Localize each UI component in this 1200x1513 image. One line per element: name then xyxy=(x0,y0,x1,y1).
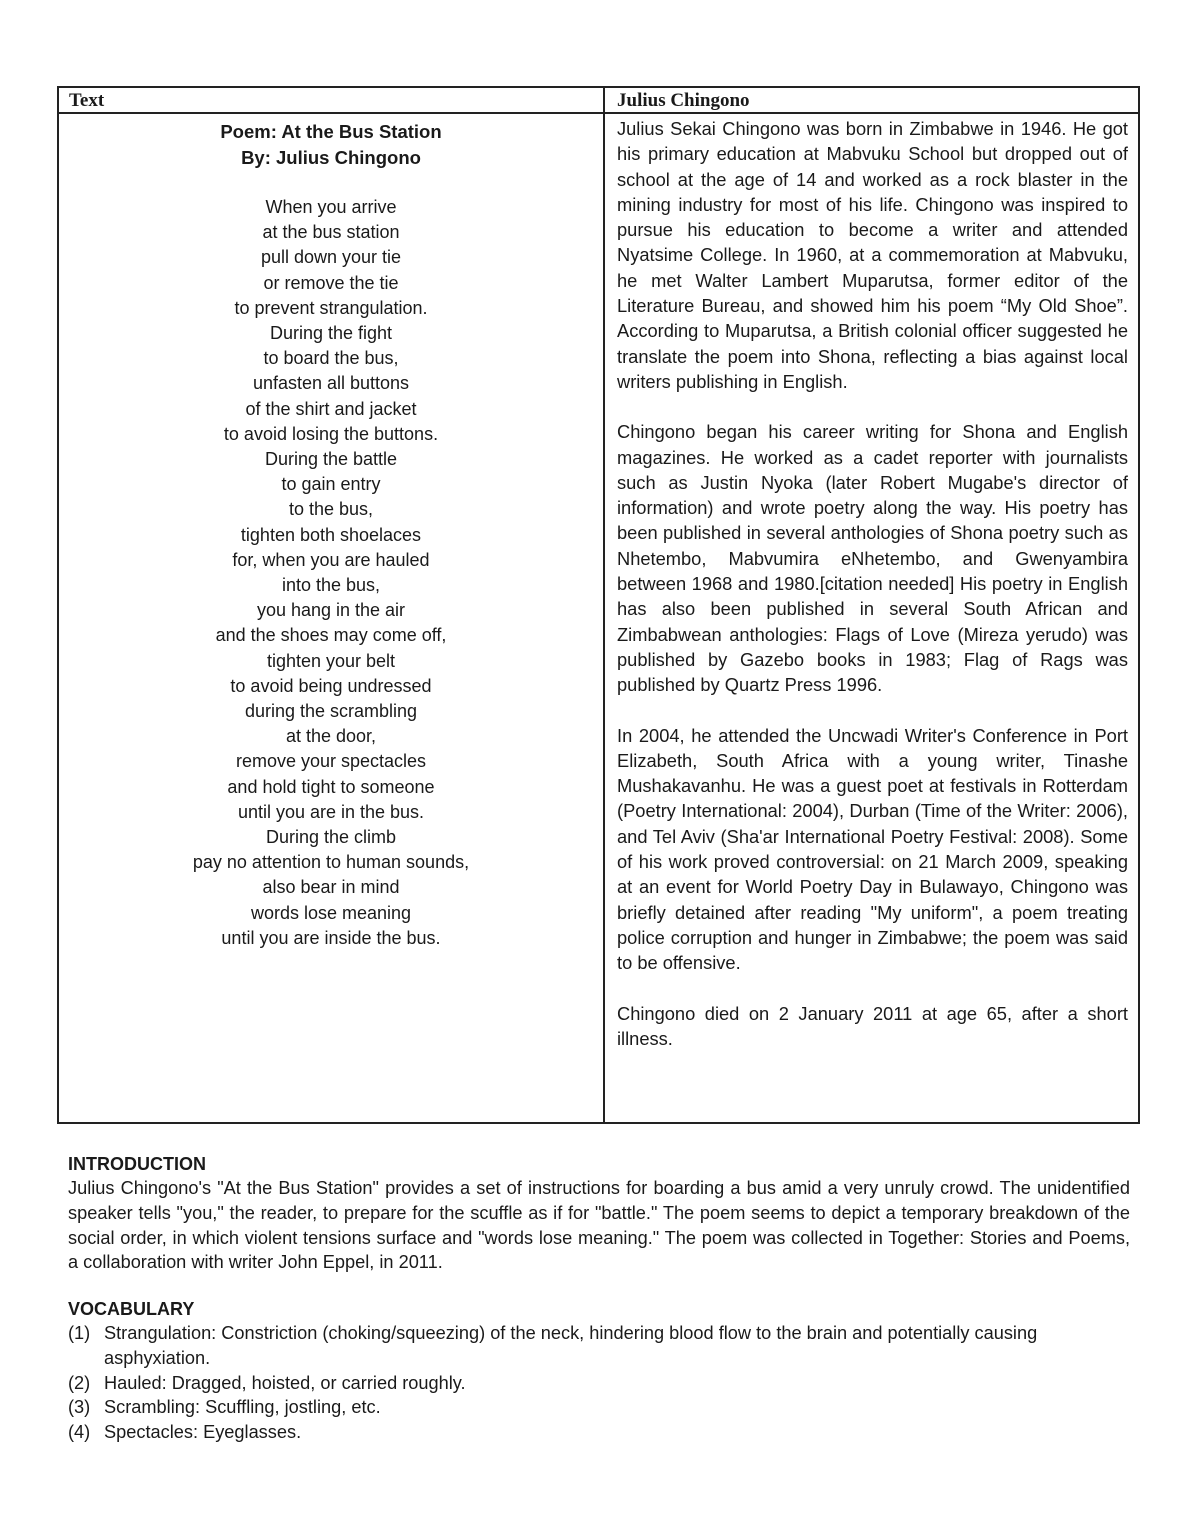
poem-line: During the fight xyxy=(269,323,393,344)
vocab-number: (1) xyxy=(68,1323,91,1343)
poem-line: during the scrambling xyxy=(244,701,418,722)
poem-byline: By: Julius Chingono xyxy=(241,146,421,168)
vocab-definition: Scrambling: Scuffling, jostling, etc. xyxy=(104,1397,381,1418)
poem-line: to avoid being undressed xyxy=(230,675,432,696)
list-item xyxy=(68,1371,1130,1396)
poem-title: Poem: At the Bus Station xyxy=(220,121,442,142)
poem-line: and the shoes may come off, xyxy=(215,625,447,646)
introduction-section xyxy=(68,1152,1130,1275)
poem-line: or remove the tie xyxy=(263,272,399,293)
poem-line: When you arrive xyxy=(265,197,397,217)
poem-line: at the door, xyxy=(285,726,377,747)
vocab-number: (2) xyxy=(68,1372,91,1393)
vocab-definition: Hauled: Dragged, hoisted, or carried roughly. xyxy=(104,1372,466,1393)
poem-line: remove your spectacles xyxy=(235,751,427,772)
table-header-text: Text xyxy=(58,87,604,113)
poem-line: to board the bus, xyxy=(263,348,399,369)
bio-paragraph: Julius Sekai Chingono was born in Zimbabwe in 1946. He got his primary education at Mabvuku School but dropped out of school at the age of 14 and worked as a rock blaster in the mining industry for most of his life. Chingono was inspired to pursue his education to become a writer and attended Nyatsime College. In 1960, at a commemoration at Mabvuku, he met Walter Lambert Muparutsa, former editor of the Literature Bureau, and showed him his poem “My Old Shoe”. According to Muparutsa, a British colonial officer suggested he translate the poem into Shona, reflecting a bias against local writers publishing in English. xyxy=(617,118,1128,392)
vocabulary-section xyxy=(68,1297,1130,1445)
table-header-row xyxy=(58,87,1139,113)
poem-line: of the shirt and jacket xyxy=(245,398,417,419)
vocabulary-list xyxy=(68,1321,1130,1445)
poem-line: into the bus, xyxy=(281,575,381,596)
poem-line: for, when you are hauled xyxy=(232,549,430,570)
bio-cell xyxy=(604,113,1139,1123)
poem-line: until you are inside the bus. xyxy=(221,927,441,948)
poem-line: to avoid losing the buttons. xyxy=(223,423,439,444)
bio-paragraph: In 2004, he attended the Uncwadi Writer's Conference in Port Elizabeth, South Africa with a young writer, Tinashe Mushakavanhu. He was a guest poet at festivals in Rotterdam (Poetry International: 2004), Durban (Time of the Writer: 2006), and Tel Aviv (Sha'ar International Poetry Festival: 2008). Some of his work proved controversial: on 21 March 2009, speaking at an event for World Poetry Day in Bulawayo, Chingono was briefly detained after reading "My uniform", a poem treating police corruption and hunger in Zimbabwe; the poem was said to be offensive. xyxy=(617,724,1128,974)
vocab-definition: Strangulation: Constriction (choking/squeezing) of the neck, hindering blood flow to the brain and potentially causing asphyxiation. xyxy=(104,1323,1038,1368)
table-body-row xyxy=(58,113,1139,1123)
poem-line: tighten your belt xyxy=(266,650,396,671)
poem-line: also bear in mind xyxy=(262,877,400,898)
vocab-definition: Spectacles: Eyeglasses. xyxy=(104,1422,302,1443)
introduction-title: INTRODUCTION xyxy=(68,1154,206,1174)
introduction-text: Julius Chingono's "At the Bus Station" provides a set of instructions for boarding a bus amid a very unruly crowd. The unidentified speaker tells "you," the reader, to prepare for the scuffle as if for "battle." The poem seems to depict a temporary breakdown of the social order, in which violent tensions surface and "words lose meaning." The poem was collected in Together: Stories and Poems, a collaboration with writer John Eppel, in 2011. xyxy=(68,1178,1130,1273)
list-item xyxy=(68,1420,1130,1445)
list-item xyxy=(68,1395,1130,1420)
poem-line: until you are in the bus. xyxy=(237,801,425,822)
bio-paragraph: Chingono began his career writing for Shona and English magazines. He worked as a cadet reporter with journalists such as Justin Nyoka (later Robert Mugabe's director of information) and wrote poetry along the way. His poetry has been published in several anthologies of Shona poetry such as Nhetembo, Mabvumira eNhetembo, and Gwenyambira between 1968 and 1980.[citation needed] His poetry in English has also been published in several South African and Zimbabwean anthologies: Flags of Love (Mireza yerudo) was published by Gazebo books in 1983; Flag of Rags was published by Quartz Press 1996. xyxy=(617,421,1128,696)
vocab-number: (4) xyxy=(68,1422,91,1443)
poem-line: unfasten all buttons xyxy=(252,373,410,394)
poem-line: pull down your tie xyxy=(260,247,402,268)
poem-spacer xyxy=(59,170,603,195)
poem-bio-table xyxy=(57,86,1140,1124)
poem-line: tighten both shoelaces xyxy=(240,524,422,545)
poem-cell xyxy=(58,113,604,1123)
poem-line: pay no attention to human sounds, xyxy=(192,852,470,873)
vocab-number: (3) xyxy=(68,1397,91,1418)
poem-line: to the bus, xyxy=(288,499,374,520)
table-header-author: Julius Chingono xyxy=(604,87,1139,113)
poem-line: During the climb xyxy=(265,827,397,848)
poem-line: During the battle xyxy=(264,449,398,470)
list-item xyxy=(68,1321,1130,1371)
poem-line: to prevent strangulation. xyxy=(234,297,428,318)
poem-line: words lose meaning xyxy=(250,902,412,923)
vocabulary-title: VOCABULARY xyxy=(68,1299,195,1319)
poem-line: to gain entry xyxy=(281,474,381,495)
poem-line: and hold tight to someone xyxy=(227,776,435,797)
bio-paragraph: Chingono died on 2 January 2011 at age 65, after a short illness. xyxy=(617,1002,1128,1049)
poem-line: you hang in the air xyxy=(256,600,406,621)
poem-line: at the bus station xyxy=(262,222,400,243)
